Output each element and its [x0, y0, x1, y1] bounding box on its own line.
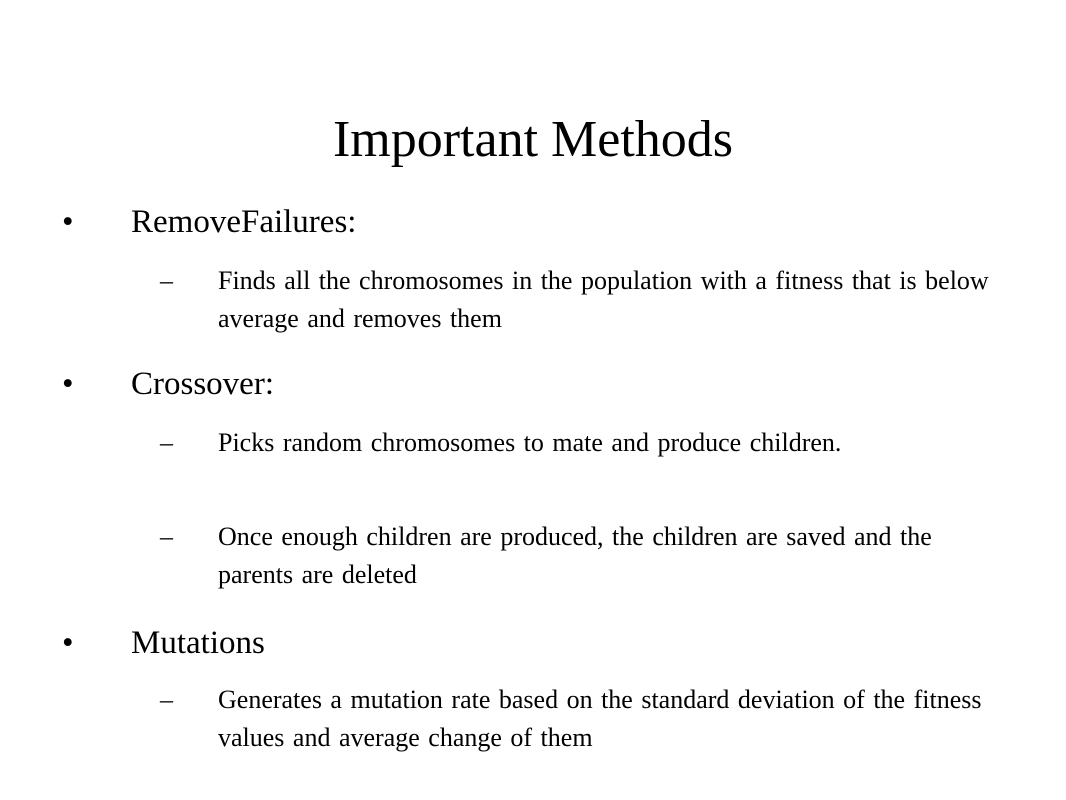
sub-marker: – [160, 428, 173, 457]
slide-title: Important Methods [332, 111, 734, 168]
sub-item-text: Finds all the chromosomes in the population with a fitness that is below average and removes them [218, 266, 989, 333]
sub-marker: – [160, 685, 173, 714]
sub-marker: – [160, 522, 173, 551]
bullet-heading: RemoveFailures: [131, 204, 357, 240]
bullet-marker: • [62, 204, 74, 240]
sub-item-text: Generates a mutation rate based on the standard deviation of the fitness values and average change of them [218, 685, 982, 752]
bullet-marker: • [62, 366, 74, 402]
sub-item-text: Once enough children are produced, the children are saved and the parents are deleted [218, 522, 932, 589]
sub-marker: – [160, 266, 173, 295]
bullet-heading: Crossover: [131, 366, 274, 402]
bullet-heading: Mutations [131, 625, 265, 661]
sub-item-text: Picks random chromosomes to mate and produce children. [218, 428, 842, 457]
bullet-marker: • [62, 625, 74, 661]
